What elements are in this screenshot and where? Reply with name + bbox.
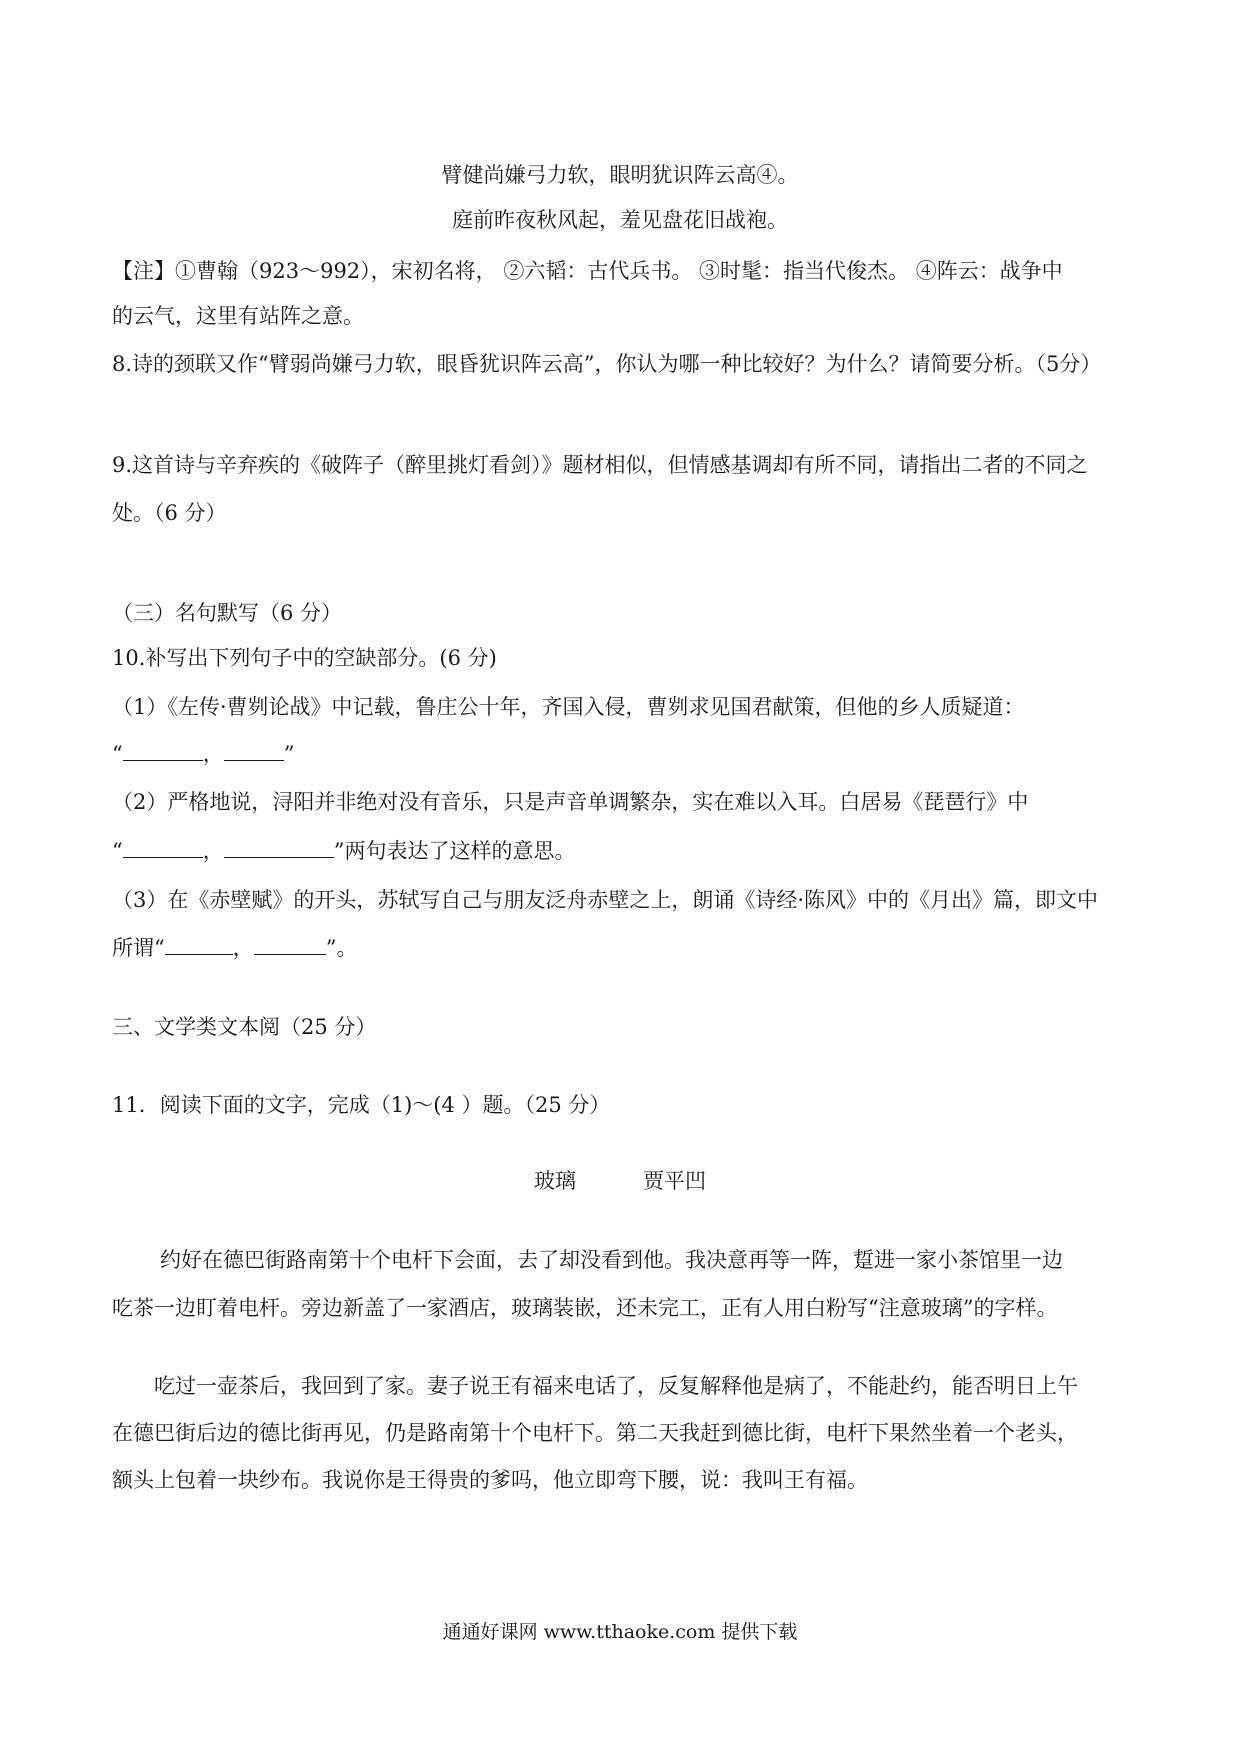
part-3-heading: 三、文学类文本阅（25 分） (112, 1015, 377, 1039)
answer-blank[interactable] (224, 738, 284, 761)
comma: ， (232, 936, 254, 960)
question-9-line-1: 9.这首诗与辛弃疾的《破阵子（醉里挑灯看剑）》题材相似，但情感基调却有所不同，请指出二者的不同之 (112, 453, 1088, 477)
close-quote: ” (283, 742, 295, 766)
answer-blank[interactable] (224, 835, 334, 858)
sentence-tail: ”两句表达了这样的意思。 (333, 839, 576, 863)
question-9-line-2: 处。（6 分） (112, 501, 227, 525)
question-8: 8.诗的颈联又作“臂弱尚嫌弓力软，眼昏犹识阵云高”，你认为哪一种比较好？为什么？请简要分析。（5分） (112, 352, 1102, 376)
answer-blank[interactable] (123, 738, 203, 761)
question-11: 11．阅读下面的文字，完成（1)～(4 ）题。（25 分） (112, 1093, 611, 1117)
poem-line-3: 臂健尚嫌弓力软，眼明犹识阵云高④。 (441, 163, 799, 187)
answer-blank[interactable] (123, 835, 203, 858)
question-10-part-2-answer (112, 835, 576, 866)
story-paragraph-1-line-2: 吃茶一边盯着电杆。旁边新盖了一家酒店，玻璃装嵌，还未完工，正有人用白粉写“注意玻璃”的字样。 (112, 1296, 1058, 1320)
story-paragraph-1-line-1: 约好在德巴街路南第十个电杆下会面，去了却没看到他。我决意再等一阵，踅进一家小茶馆里一边 (160, 1248, 1063, 1272)
story-paragraph-2-line-3: 额头上包着一块纱布。我说你是王得贵的爹吗，他立即弯下腰，说：我叫王有福。 (112, 1468, 868, 1492)
comma: ， (202, 742, 224, 766)
sentence-lead: 所谓“ (112, 936, 165, 960)
poem-line-4: 庭前昨夜秋风起，羞见盘花旧战袍。 (452, 208, 788, 232)
comma: ， (202, 839, 224, 863)
sentence-tail: ”。 (325, 936, 358, 960)
open-quote: “ (112, 742, 123, 766)
story-paragraph-2-line-2: 在德巴街后边的德比街再见，仍是路南第十个电杆下。第二天我赶到德比街，电杆下果然坐着一个老头， (112, 1421, 1078, 1445)
story-author: 贾平凹 (643, 1169, 706, 1193)
notes-line-2: 的云气，这里有站阵之意。 (112, 304, 364, 328)
open-quote: “ (112, 839, 123, 863)
page-footer: 通通好课网 www.tthaoke.com 提供下载 (442, 1621, 798, 1643)
answer-blank[interactable] (254, 932, 326, 955)
question-10-part-1-answer (112, 738, 295, 769)
question-10-part-3: （3）在《赤壁赋》的开头，苏轼写自己与朋友泛舟赤壁之上，朗诵《诗经·陈风》中的《月出》篇，即文中 (112, 888, 1099, 912)
story-paragraph-2-line-1: 吃过一壶茶后，我回到了家。妻子说王有福来电话了，反复解释他是病了，不能赴约，能否明日上午 (154, 1374, 1078, 1398)
section-heading-famous-lines: （三）名句默写（6 分） (112, 601, 343, 625)
question-10-title: 10.补写出下列句子中的空缺部分。(6 分) (112, 646, 497, 670)
question-10-part-3-answer (112, 932, 358, 963)
notes-line-1: 【注】①曹翰（923～992），宋初名将， ②六韬：古代兵书。 ③时髦：指当代俊杰。 ④阵云：战争中 (112, 259, 1063, 283)
question-10-part-2: （2）严格地说，浔阳并非绝对没有音乐，只是声音单调繁杂，实在难以入耳。白居易《琵琶行》中 (112, 790, 1029, 814)
question-10-part-1: （1）《左传·曹刿论战》中记载，鲁庄公十年，齐国入侵，曹刿求见国君献策，但他的乡人质疑道： (112, 695, 1025, 719)
story-title: 玻璃 (534, 1169, 576, 1193)
answer-blank[interactable] (165, 932, 233, 955)
